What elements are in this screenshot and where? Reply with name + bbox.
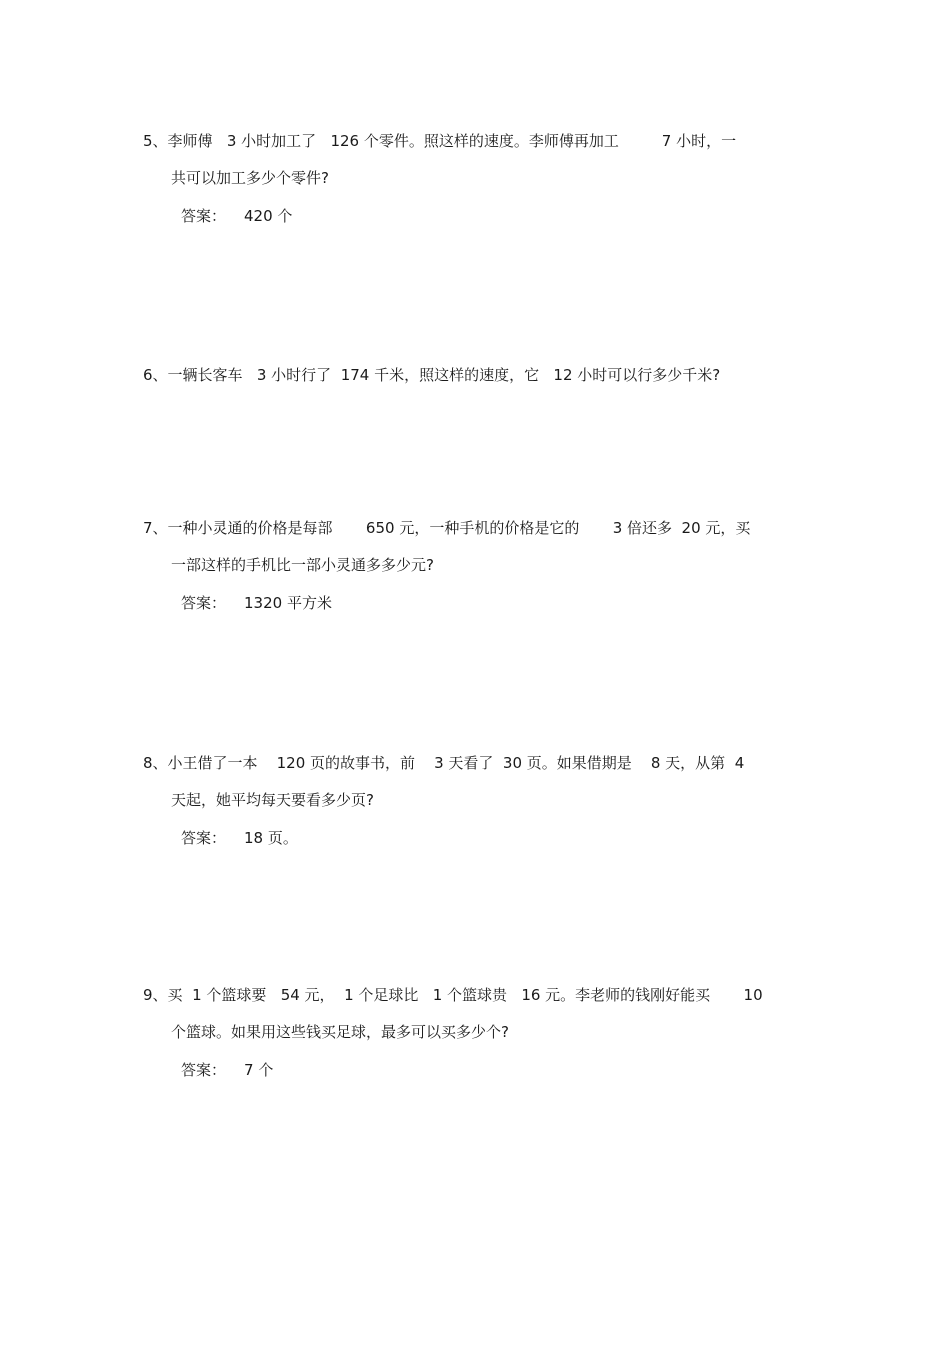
problem-9-text-line-1: 9、买 1 个篮球要 54 元， 1 个足球比 1 个篮球贵 16 元。李老师的钱刚好能买 10	[143, 986, 763, 1004]
problem-5-text-line-2: 共可以加工多少个零件?	[171, 169, 329, 187]
problem-8-answer	[181, 828, 298, 848]
answer-value: 7 个	[244, 1061, 274, 1079]
answer-value: 420 个	[244, 207, 293, 225]
problem-7-text-line-2: 一部这样的手机比一部小灵通多多少元?	[171, 556, 434, 574]
problem-7-text-line-1: 7、一种小灵通的价格是每部 650 元，一种手机的价格是它的 3 倍还多 20 元，买	[143, 519, 751, 537]
answer-label: 答案：	[181, 829, 227, 847]
problem-6-text-line-1: 6、一辆长客车 3 小时行了 174 千米，照这样的速度，它 12 小时可以行多少千米?	[143, 366, 721, 384]
answer-label: 答案：	[181, 594, 227, 612]
problem-5-text-line-1: 5、李师傅 3 小时加工了 126 个零件。照这样的速度。李师傅再加工 7 小时，一	[143, 132, 737, 150]
answer-value: 1320 平方米	[244, 594, 332, 612]
problem-9-text-line-2: 个篮球。如果用这些钱买足球，最多可以买多少个?	[171, 1023, 509, 1041]
problem-8-text-line-2: 天起，她平均每天要看多少页?	[171, 791, 374, 809]
answer-value: 18 页。	[244, 829, 298, 847]
problem-9-answer	[181, 1060, 273, 1080]
problem-5-answer	[181, 206, 292, 226]
problem-7-answer	[181, 593, 332, 613]
answer-label: 答案：	[181, 207, 227, 225]
answer-label: 答案：	[181, 1061, 227, 1079]
problem-8-text-line-1: 8、小王借了一本 120 页的故事书，前 3 天看了 30 页。如果借期是 8 天，从第 4	[143, 754, 745, 772]
